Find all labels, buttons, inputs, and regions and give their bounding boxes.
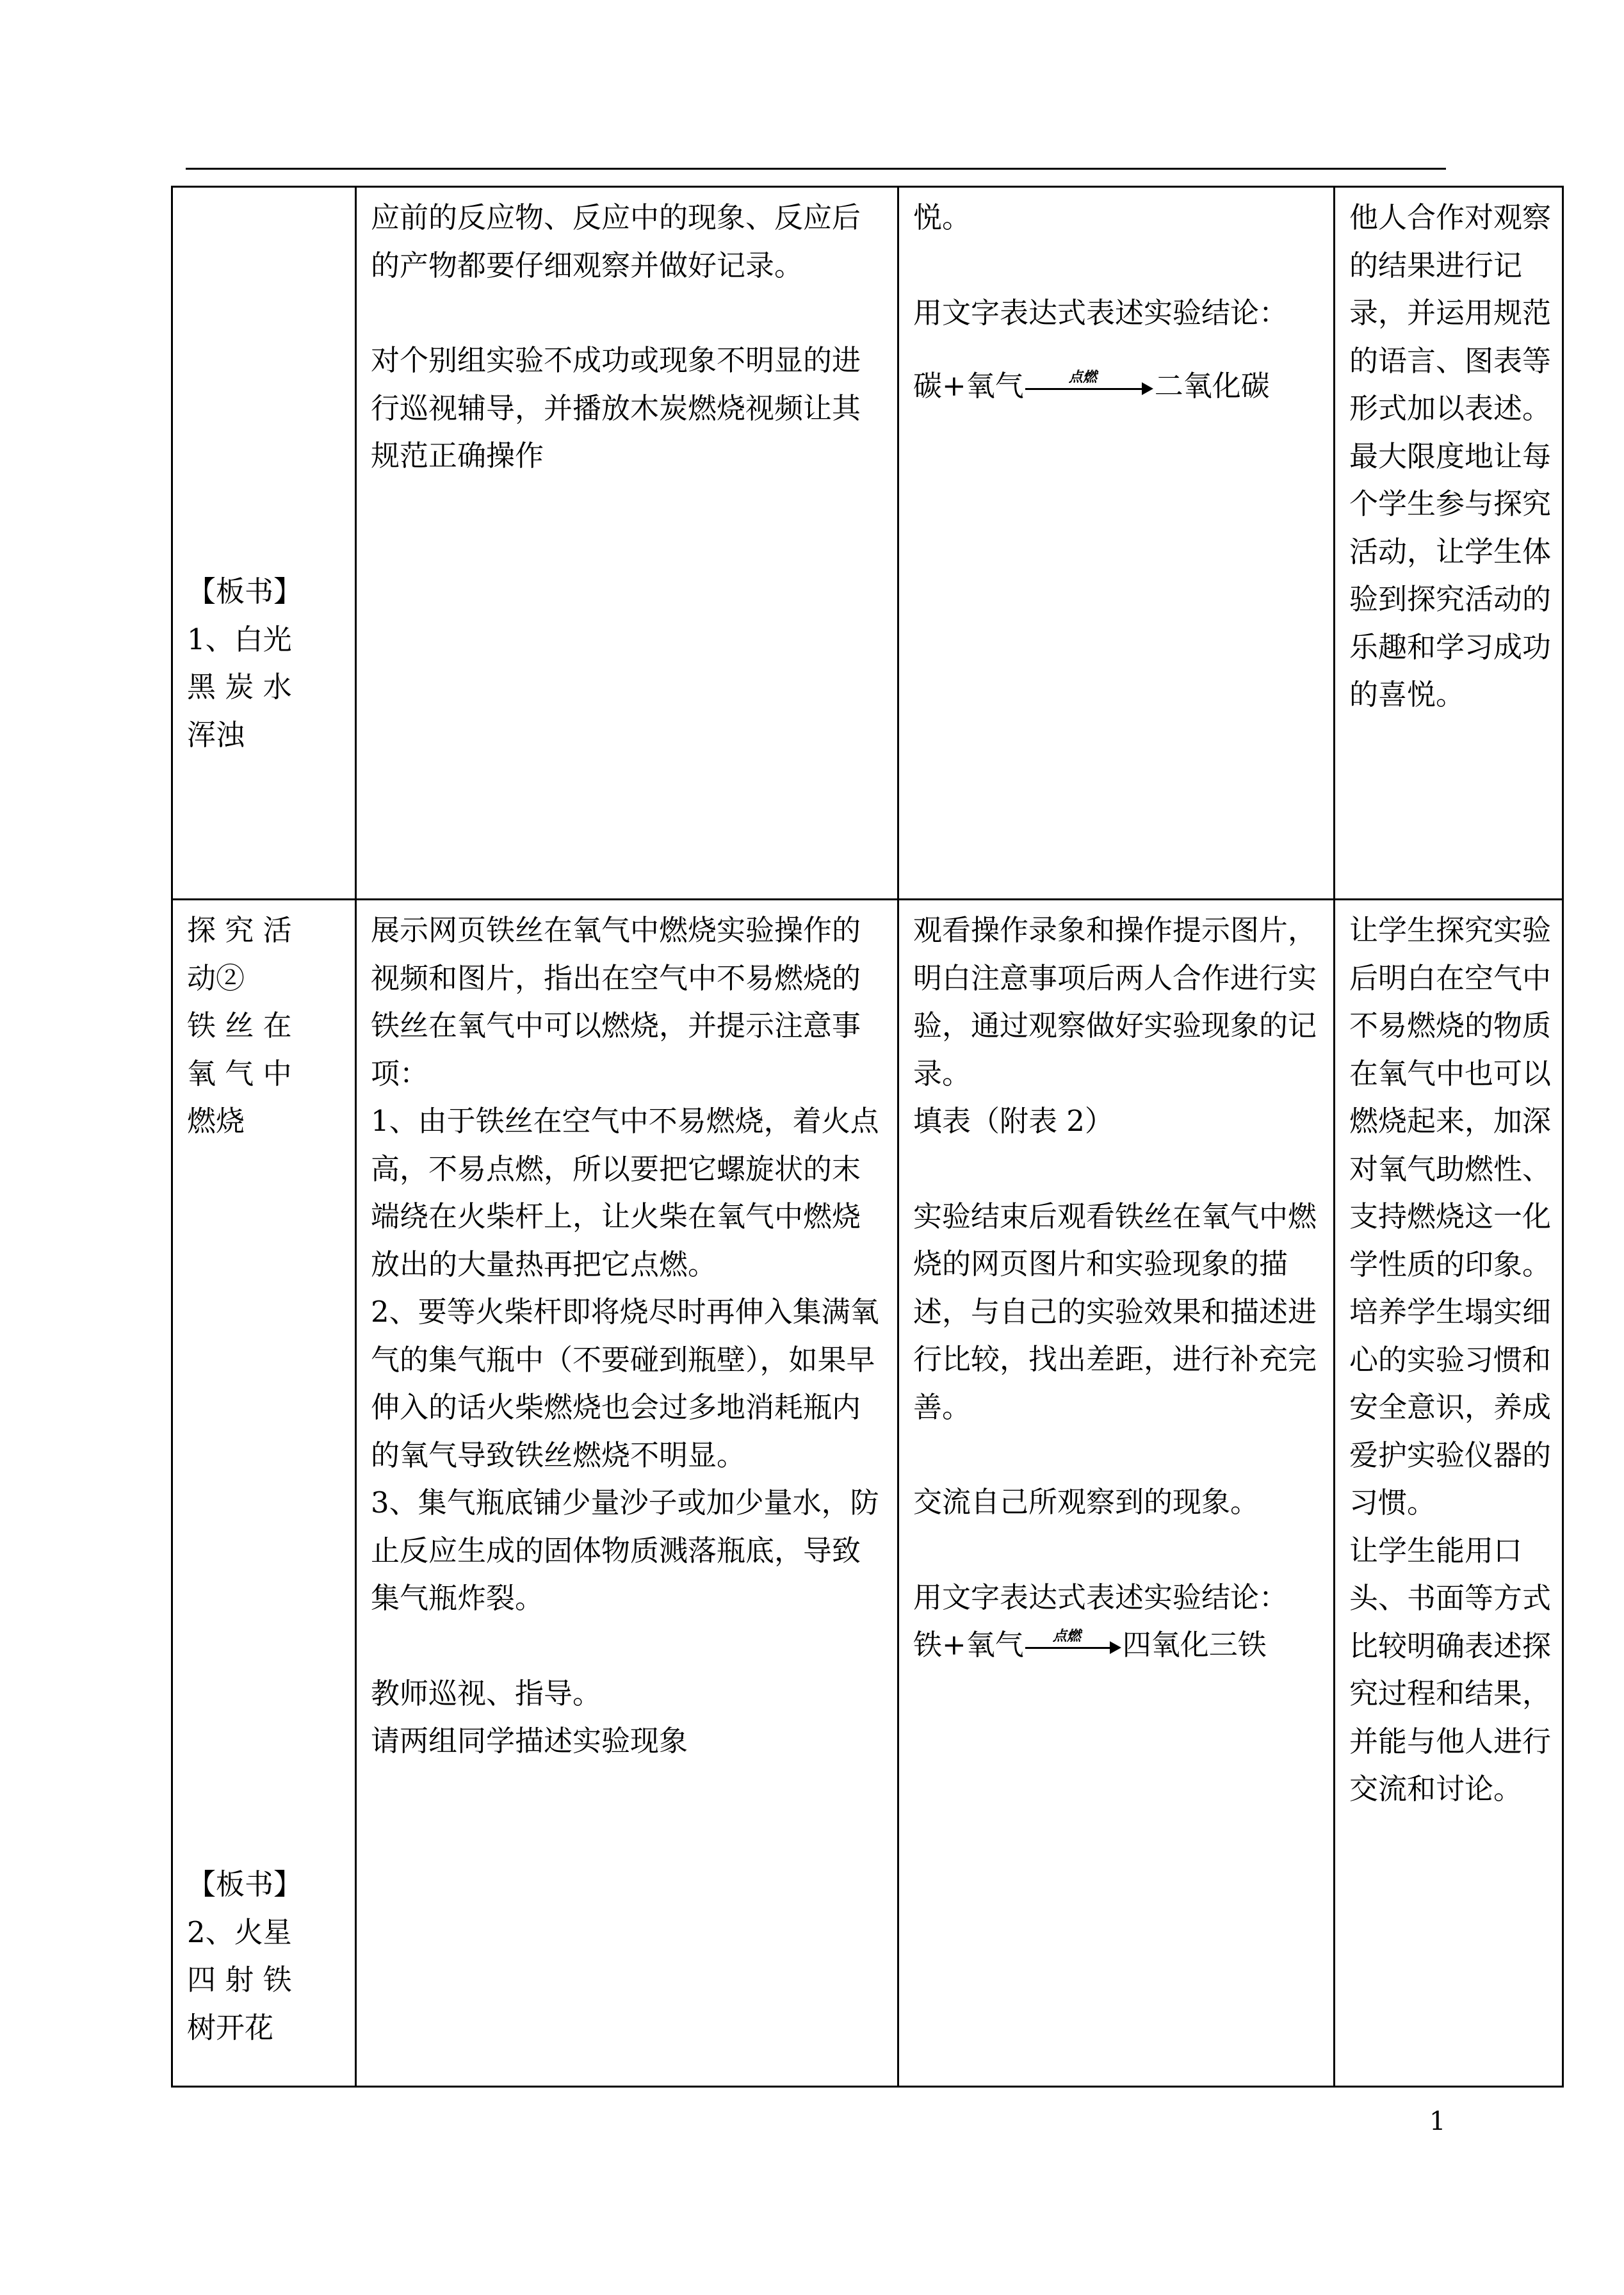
table-row — [172, 900, 1563, 2087]
paragraph: 用文字表达式表述实验结论： — [913, 295, 1288, 330]
board-line: 树开花 — [187, 2010, 274, 2045]
paragraph: 应前的反应物、反应中的现象、反应后的产物都要仔细观察并做好记录。 — [371, 200, 861, 282]
activity-title-line: 探 究 活 — [187, 913, 292, 947]
paragraph: 2、要等火柴杆即将烧尽时再伸入集满氧气的集气瓶中（不要碰到瓶壁），如果早伸入的话火柴燃烧也会过多地消耗瓶内的氧气导致铁丝燃烧不明显。 — [371, 1295, 879, 1472]
paragraph: 教师巡视、指导。 — [371, 1676, 602, 1710]
paragraph: 交流自己所观察到的现象。 — [913, 1485, 1260, 1519]
equation-reactants: 碳+氧气 — [913, 369, 1024, 403]
board-line: 四 射 铁 — [187, 1963, 292, 1997]
paragraph: 展示网页铁丝在氧气中燃烧实验操作的视频和图片，指出在空气中不易燃烧的铁丝在氧气中可以燃烧，并提示注意事项： — [371, 913, 861, 1091]
table-row — [172, 187, 1563, 900]
paragraph: 让学生探究实验后明白在空气中不易燃烧的物质在氧气中也可以燃烧起来，加深对氧气助燃性、支持燃烧这一化学性质的印象。 — [1349, 913, 1552, 1281]
reaction-arrow-icon — [1025, 1626, 1121, 1664]
board-label: 【板书】 — [187, 574, 303, 608]
paragraph: 实验结束后观看铁丝在氧气中燃烧的网页图片和实验现象的描述，与自己的实验效果和描述进行比较，找出差距，进行补充完善。 — [913, 1199, 1317, 1424]
reaction-arrow-icon — [1025, 367, 1153, 405]
equation-reactants: 铁+氧气 — [913, 1628, 1024, 1662]
paragraph: 用文字表达式表述实验结论： — [913, 1580, 1288, 1614]
paragraph: 请两组同学描述实验现象 — [371, 1724, 688, 1758]
board-line: 黑 炭 水 — [187, 670, 292, 704]
page-number: 1 — [1429, 2107, 1446, 2136]
word-equation — [913, 362, 1324, 410]
equation-product: 二氧化碳 — [1154, 369, 1270, 403]
paragraph: 3、集气瓶底铺少量沙子或加少量水，防止反应生成的固体物质溅落瓶底，导致集气瓶炸裂。 — [371, 1486, 879, 1615]
paragraph: 对个别组实验不成功或现象不明显的进行巡视辅导，并播放木炭燃烧视频让其规范正确操作 — [371, 343, 861, 473]
lesson-table — [171, 186, 1564, 2088]
student-activity-cell — [898, 187, 1335, 900]
board-line: 浑浊 — [187, 717, 245, 752]
paragraph: 他人合作对观察的结果进行记录，并运用规范的语言、图表等形式加以表述。 — [1349, 200, 1552, 425]
design-intent-cell — [1335, 187, 1563, 900]
board-label: 【板书】 — [187, 1867, 303, 1901]
paragraph: 最大限度地让每个学生参与探究活动，让学生体验到探究活动的乐趣和学习成功的喜悦。 — [1349, 439, 1552, 711]
activity-title-line: 动② — [187, 961, 245, 995]
paragraph: 培养学生塌实细心的实验习惯和安全意识，养成爱护实验仪器的习惯。 — [1349, 1295, 1552, 1520]
activity-title-line: 氧 气 中 — [187, 1056, 292, 1091]
student-activity-cell — [898, 900, 1335, 2087]
paragraph: 悦。 — [913, 200, 971, 234]
activity-title-line: 铁 丝 在 — [187, 1009, 292, 1042]
paragraph: 填表（附表 2） — [913, 1104, 1114, 1138]
header-rule — [186, 168, 1446, 170]
reaction-condition: 点燃 — [1068, 369, 1097, 386]
stage-cell — [172, 900, 356, 2087]
board-line: 2、火星 — [187, 1915, 292, 1949]
stage-cell — [172, 187, 356, 900]
design-intent-cell — [1335, 900, 1563, 2087]
paragraph: 让学生能用口头、书面等方式比较明确表述探究过程和结果，并能与他人进行交流和讨论。 — [1349, 1533, 1552, 1806]
teacher-activity-cell — [356, 187, 898, 900]
teacher-activity-cell — [356, 900, 898, 2087]
paragraph: 观看操作录象和操作提示图片，明白注意事项后两人合作进行实验，通过观察做好实验现象的记录。 — [913, 913, 1317, 1091]
equation-product: 四氧化三铁 — [1122, 1628, 1267, 1662]
paragraph: 1、由于铁丝在空气中不易燃烧，着火点高，不易点燃，所以要把它螺旋状的末端绕在火柴杆上，让火柴在氧气中燃烧放出的大量热再把它点燃。 — [371, 1104, 879, 1281]
activity-title-line: 燃烧 — [187, 1104, 245, 1138]
word-equation — [913, 1621, 1324, 1669]
reaction-condition: 点燃 — [1052, 1628, 1081, 1645]
board-line: 1、白光 — [187, 622, 292, 656]
